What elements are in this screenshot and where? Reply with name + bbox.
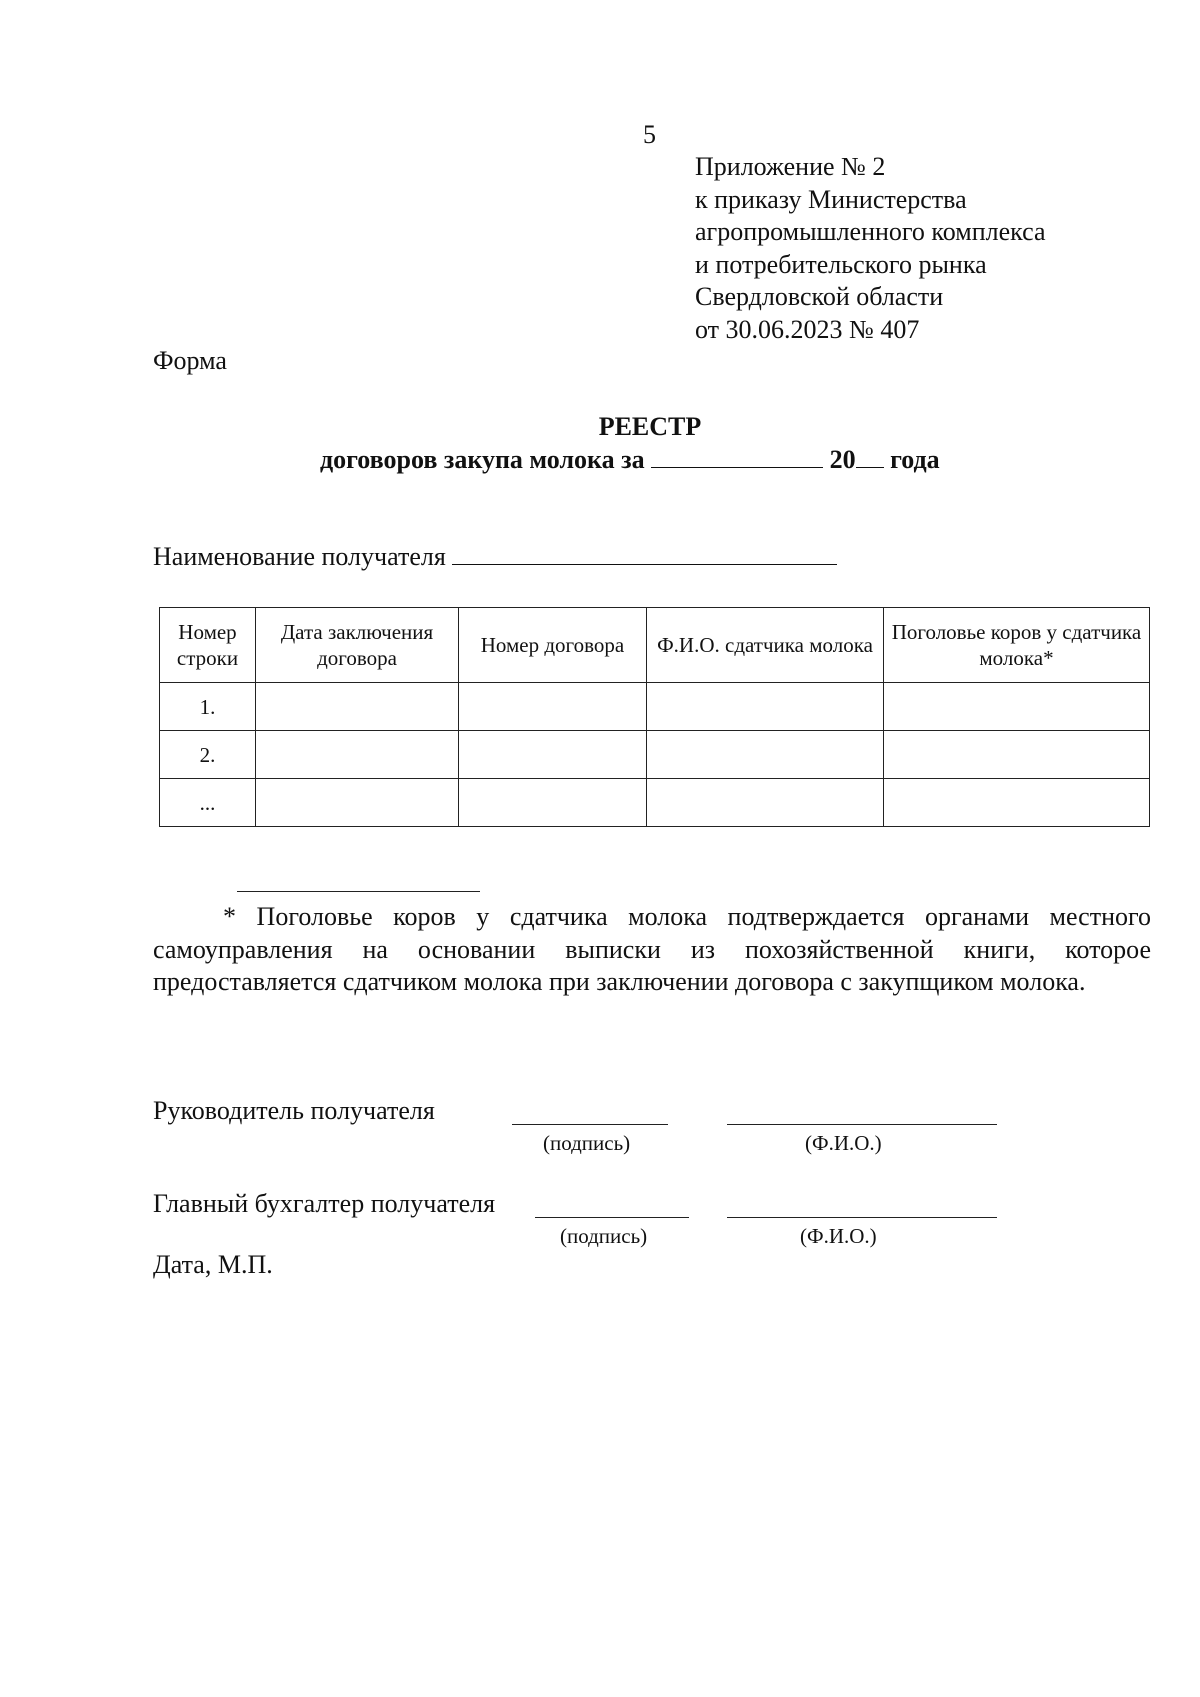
accountant-signature-caption: (подпись)	[560, 1224, 648, 1248]
column-header: Номер договора	[459, 608, 647, 683]
table-cell	[459, 731, 647, 779]
form-label: Форма	[153, 346, 227, 375]
period-blank	[651, 445, 823, 468]
table-cell	[256, 779, 459, 827]
subtitle-year: 20	[829, 445, 856, 474]
document-title: РЕЕСТР	[598, 412, 702, 441]
table-cell	[459, 683, 647, 731]
footnote	[153, 901, 1151, 999]
appendix-line: агропромышленного комплекса	[695, 217, 1046, 247]
table-cell	[884, 683, 1150, 731]
head-signature-caption: (подпись)	[543, 1131, 631, 1155]
table-cell	[647, 683, 884, 731]
head-signature-label: Руководитель получателя	[153, 1096, 435, 1125]
recipient-name-field	[153, 542, 837, 572]
table-cell	[459, 779, 647, 827]
appendix-line: Приложение № 2	[695, 152, 886, 181]
year-blank	[856, 445, 884, 468]
registry-table	[159, 607, 1150, 827]
accountant-name-line	[727, 1217, 997, 1218]
table-cell	[884, 731, 1150, 779]
appendix-line: Свердловской области	[695, 282, 944, 312]
table-row	[160, 779, 1150, 827]
column-header: Поголовье коров у сдатчика молока*	[884, 608, 1150, 683]
head-signature-line	[512, 1124, 668, 1125]
column-header: Номер строки	[160, 608, 256, 683]
row-number: ...	[160, 779, 256, 827]
appendix-reference	[695, 151, 1046, 347]
appendix-line: и потребительского рынка	[695, 249, 987, 279]
accountant-name-caption: (Ф.И.О.)	[800, 1224, 877, 1248]
table-cell	[256, 731, 459, 779]
table-cell	[647, 779, 884, 827]
table-cell	[256, 683, 459, 731]
date-seal-label: Дата, М.П.	[153, 1250, 273, 1279]
footnote-divider	[237, 891, 480, 892]
table-cell	[647, 731, 884, 779]
subtitle-text: договоров закупа молока за	[320, 445, 645, 474]
recipient-label: Наименование получателя	[153, 542, 446, 571]
table-cell	[884, 779, 1150, 827]
document-subtitle	[320, 445, 940, 475]
recipient-blank	[452, 542, 837, 565]
accountant-signature-label: Главный бухгалтер получателя	[153, 1189, 496, 1218]
subtitle-tail: года	[890, 445, 940, 474]
accountant-signature-line	[535, 1217, 689, 1218]
appendix-line: от 30.06.2023 № 407	[695, 314, 920, 344]
page-number: 5	[643, 120, 656, 149]
column-header: Дата заключения договора	[256, 608, 459, 683]
row-number: 2.	[160, 731, 256, 779]
column-header: Ф.И.О. сдатчика молока	[647, 608, 884, 683]
footnote-text: * Поголовье коров у сдатчика молока подтверждается органами местного самоуправления на основании выписки из похозяйственной книги, которое предоставляется сдатчиком молока при заключении договора с закупщиком молока.	[153, 902, 1151, 996]
table-header-row	[160, 608, 1150, 683]
table-row	[160, 731, 1150, 779]
table-row	[160, 683, 1150, 731]
head-name-line	[727, 1124, 997, 1125]
row-number: 1.	[160, 683, 256, 731]
appendix-line: к приказу Министерства	[695, 184, 967, 214]
head-name-caption: (Ф.И.О.)	[805, 1131, 882, 1155]
